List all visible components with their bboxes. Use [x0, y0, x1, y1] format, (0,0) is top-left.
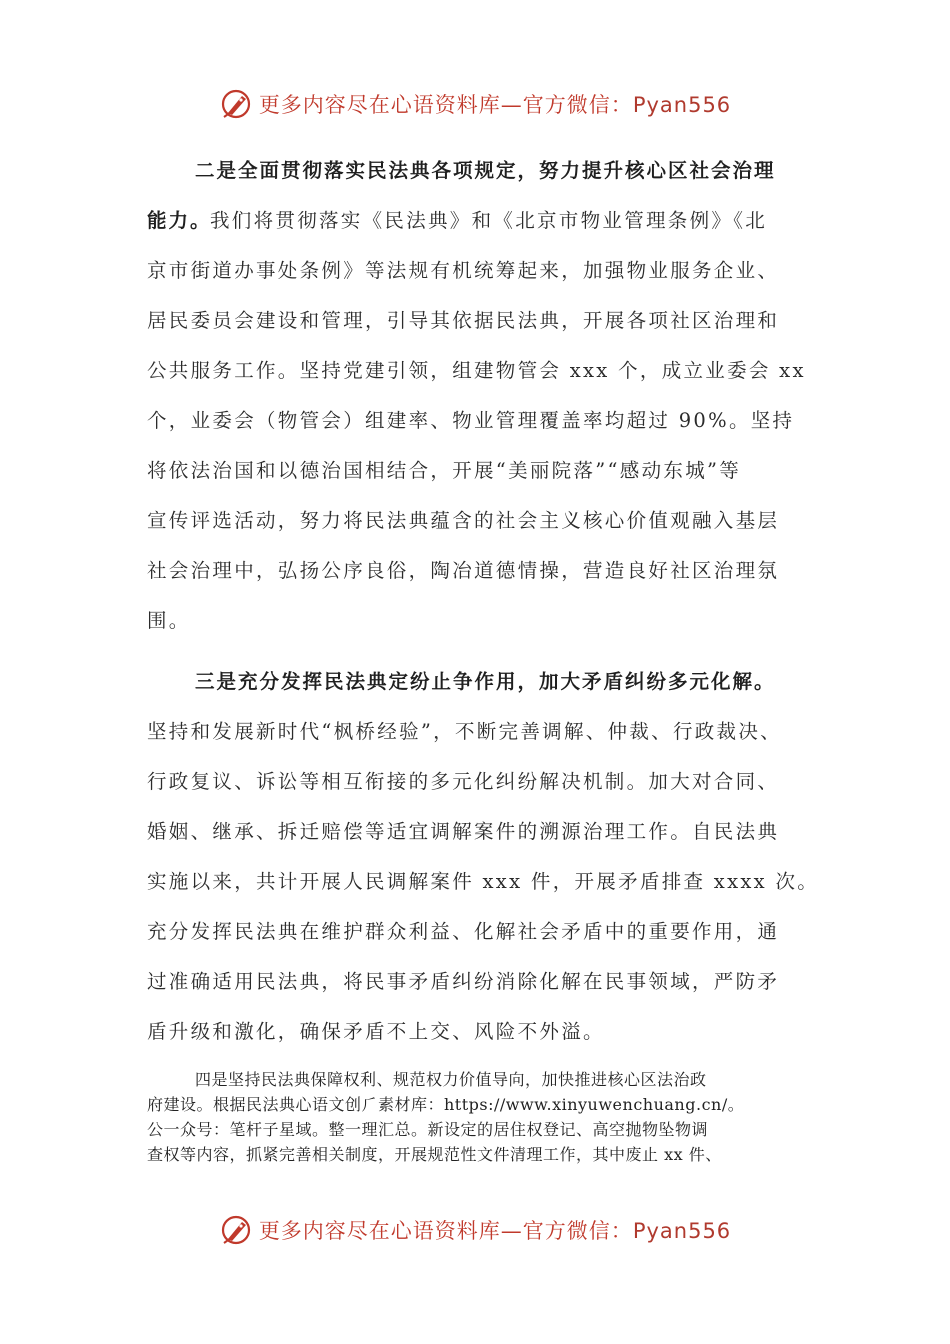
paragraph-4-line: 公一众号：笔杆子星域。整一理汇总。新设定的居住权登记、高空抛物坠物调: [147, 1120, 709, 1139]
paragraph-3-line: 盾升级和激化，确保矛盾不上交、风险不外溢。: [147, 1020, 605, 1043]
paragraph-2-line: 将依法治国和以德治国相结合，开展“美丽院落”“感动东城”等: [147, 459, 742, 482]
paragraph-2-heading-line: 二是全面贯彻落实民法典各项规定，努力提升核心区社会治理: [195, 159, 776, 182]
paragraph-3-line: 行政复议、诉讼等相互衔接的多元化纠纷解决机制。加大对合同、: [147, 770, 780, 793]
paragraph-4-line: 查权等内容，抓紧完善相关制度，开展规范性文件清理工作，其中废止 xx 件、: [147, 1145, 722, 1164]
paragraph-2-line: 能力。 我们将贯彻落实《民法典》和《北京市物业管理条例》《北: [147, 209, 768, 232]
paragraph-2-line: 宣传评选活动，努力将民法典蕴含的社会主义核心价值观融入基层: [147, 509, 780, 532]
paragraph-3-line: 过准确适用民法典，将民事矛盾纠纷消除化解在民事领域，严防矛: [147, 970, 780, 993]
pen-nib-logo-icon: [219, 87, 253, 121]
header-watermark-banner: [0, 82, 950, 126]
paragraph-2-line: 社会治理中，弘扬公序良俗，陶冶道德情操，营造良好社区治理氛: [147, 559, 780, 582]
paragraph-2-line: 个，业委会（物管会）组建率、物业管理覆盖率均超过 90%。坚持: [147, 409, 795, 432]
paragraph-3-heading-line: 三是充分发挥民法典定纷止争作用，加大矛盾纠纷多元化解。: [195, 670, 776, 693]
paragraph-2-line: 公共服务工作。坚持党建引领，组建物管会 xxx 个，成立业委会 xx: [147, 359, 806, 382]
banner-text: 更多内容尽在心语资料库—官方微信：Pyan556: [258, 1219, 732, 1243]
pen-nib-logo-icon: [219, 1213, 253, 1247]
paragraph-2-line: 京市街道办事处条例》等法规有机统筹起来，加强物业服务企业、: [147, 259, 780, 282]
paragraph-3-line: 坚持和发展新时代“枫桥经验”，不断完善调解、仲裁、行政裁决、: [147, 720, 782, 743]
banner-text: 更多内容尽在心语资料库—官方微信：Pyan556: [258, 93, 732, 117]
paragraph-3-line: 充分发挥民法典在维护群众利益、化解社会矛盾中的重要作用，通: [147, 920, 780, 943]
paragraph-2-line: 围。: [147, 609, 191, 632]
footer-watermark-banner: [0, 1208, 950, 1252]
paragraph-4-line: 府建设。根据民法典心语文创⺁素材库：https://www.xinyuwenchuang.cn/。: [147, 1095, 745, 1114]
paragraph-3-line: 婚姻、继承、拆迁赔偿等适宜调解案件的溯源治理工作。自民法典: [147, 820, 780, 843]
paragraph-3-line: 实施以来，共计开展人民调解案件 xxx 件，开展矛盾排查 xxxx 次。: [147, 870, 820, 893]
banner-wechat-id: Pyan556: [632, 1219, 732, 1243]
paragraph-4-line: 四是坚持民法典保障权利、规范权力价值导向，加快推进核心区法治政: [195, 1070, 707, 1089]
banner-wechat-id: Pyan556: [632, 93, 732, 117]
paragraph-2-line: 居民委员会建设和管理，引导其依据民法典，开展各项社区治理和: [147, 309, 780, 332]
